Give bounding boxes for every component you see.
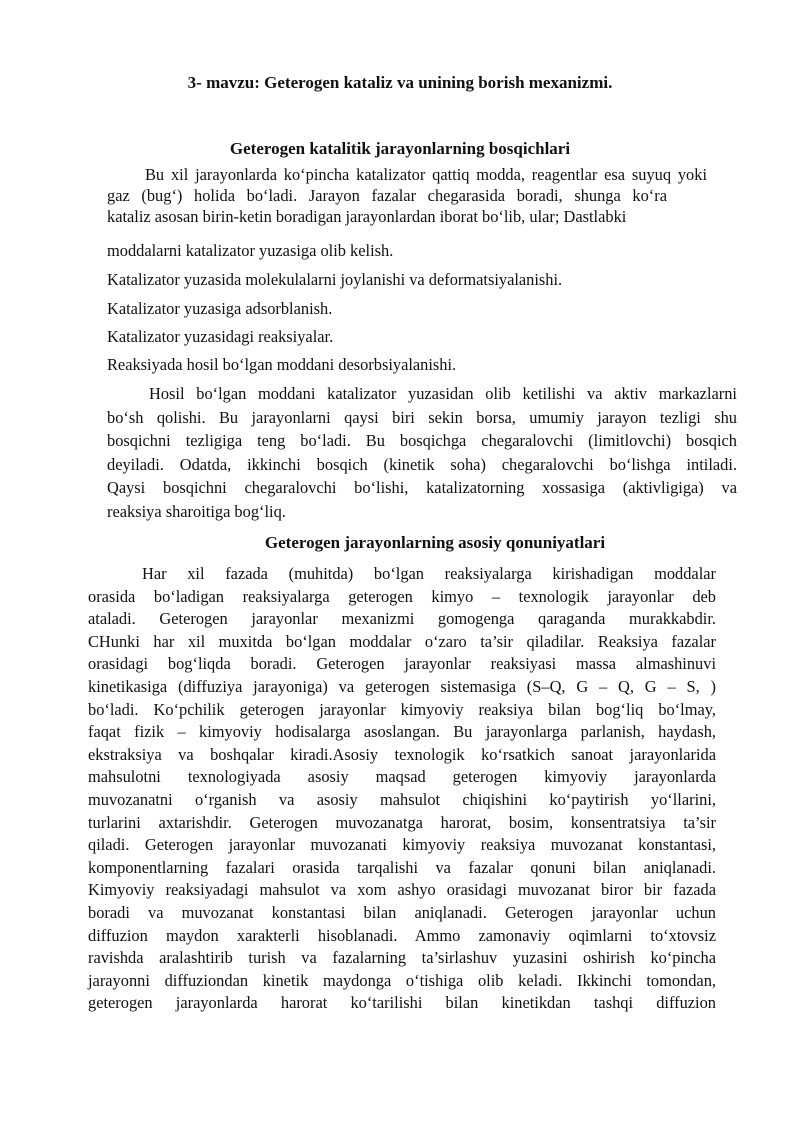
text-line: kinetikasiga (diffuziya jarayoniga) va geterogen sistemasiga (S–Q, G – Q, G – S, ) bbox=[88, 676, 716, 696]
text-line: reaksiya sharoitiga bog‘liq. bbox=[107, 501, 286, 521]
text-line: CHunki har xil muxitda bo‘lgan moddalar o‘zaro ta’sir qiladilar. Reaksiya fazalar bbox=[88, 631, 716, 651]
text-line: faqat fizik – kimyoviy hodisalarga asoslangan. Bu jarayonlarga parlanish, haydash, bbox=[88, 722, 716, 742]
text-line: muvozanatni o‘rganish va asosiy mahsulot chiqishini ko‘paytirish yo‘llarini, bbox=[88, 789, 716, 809]
intro-paragraph bbox=[107, 164, 707, 227]
section-heading-regularities: Geterogen jarayonlarning asosiy qonuniyatlari bbox=[264, 533, 606, 552]
text-line: Qaysi bosqichni chegaralovchi bo‘lishi, katalizatorning xossasiga (aktivligiga) va bbox=[107, 478, 737, 498]
text-line: gaz (bug‘) holida bo‘ladi. Jarayon fazalar chegarasida boradi, shunga ko‘ra bbox=[107, 186, 667, 205]
text-line: deyiladi. Odatda, ikkinchi bosqich (kinetik soha) chegaralovchi bo‘lishga intiladi. bbox=[107, 454, 737, 474]
step-item: Katalizator yuzasiga adsorblanish. bbox=[107, 299, 333, 318]
document-title: 3- mavzu: Geterogen kataliz va unining borish mexanizmi. bbox=[187, 73, 613, 92]
text-line: komponentlarning fazalari orasida tarqalishi va fazalar qonuni bilan aniqlanadi. bbox=[88, 857, 716, 877]
text-line: ataladi. Geterogen jarayonlar mexanizmi gomogenga qaraganda murakkabdir. bbox=[88, 609, 716, 629]
stages-paragraph bbox=[107, 382, 737, 524]
text-line: kataliz asosan birin-ketin boradigan jarayonlardan iborat bo‘lib, ular; Dastlabki bbox=[107, 207, 627, 226]
text-line: diffuzion maydon xarakterli hisoblanadi. Ammo zamonaviy oqimlarni to‘xtovsiz bbox=[88, 925, 716, 945]
text-line: mahsulotni texnologiyada asosiy maqsad geterogen kimyoviy jarayonlarda bbox=[88, 767, 716, 787]
step-item: Katalizator yuzasida molekulalarni joylanishi va deformatsiyalanishi. bbox=[107, 270, 563, 289]
section-heading-stages: Geterogen katalitik jarayonlarning bosqichlari bbox=[229, 139, 571, 158]
text-line: qiladi. Geterogen jarayonlar muvozanati kimyoviy reaksiya muvozanat konstantasi, bbox=[88, 835, 716, 855]
regularities-paragraph bbox=[88, 563, 716, 1015]
text-line: Hosil bo‘lgan moddani katalizator yuzasidan olib ketilishi va aktiv markazlarni bbox=[149, 384, 737, 403]
text-line: turlarini axtarishdir. Geterogen muvozanatga harorat, bosim, konsentratsiya ta’sir bbox=[88, 812, 716, 832]
text-line: orasida bo‘ladigan reaksiyalarga geterogen kimyo – texnologik jarayonlar deb bbox=[88, 586, 716, 606]
step-item: Reaksiyada hosil bo‘lgan moddani desorbsiyalanishi. bbox=[107, 355, 457, 374]
text-line: Har xil fazada (muhitda) bo‘lgan reaksiyalarga kirishadigan moddalar bbox=[142, 564, 716, 583]
text-line: bosqichni tezligiga teng bo‘ladi. Bu bosqichga chegaralovchi (limitlovchi) bosqich bbox=[107, 431, 737, 451]
text-line: boradi va muvozanat konstantasi bilan aniqlanadi. Geterogen jarayonlar uchun bbox=[88, 902, 716, 922]
text-line: ekstraksiya va boshqalar kiradi.Asosiy texnologik ko‘rsatkich sanoat jarayonlarida bbox=[88, 744, 716, 764]
text-line: bo‘ladi. Ko‘pchilik geterogen jarayonlar kimyoviy reaksiya bilan bog‘liq bo‘lmay, bbox=[88, 699, 716, 719]
text-line: Bu xil jarayonlarda ko‘pincha katalizator qattiq modda, reagentlar esa suyuq yoki bbox=[145, 165, 707, 184]
text-line: bo‘sh qolishi. Bu jarayonlarni qaysi biri sekin borsa, umumiy jarayon tezligi shu bbox=[107, 407, 737, 427]
intro-paragraph-last-line: moddalarni katalizator yuzasiga olib kelish. bbox=[107, 241, 394, 260]
text-line: geterogen jarayonlarda harorat ko‘tarilishi bilan kinetikdan tashqi diffuzion bbox=[88, 993, 716, 1013]
step-item: Katalizator yuzasidagi reaksiyalar. bbox=[107, 327, 334, 346]
text-line: orasidagi bog‘liqda boradi. Geterogen jarayonlar reaksiyasi massa almashinuvi bbox=[88, 654, 716, 674]
text-line: jarayonni diffuziondan kinetik maydonga o‘tishiga olib keladi. Ikkinchi tomondan, bbox=[88, 970, 716, 990]
text-line: ravishda aralashtirib turish va fazalarning ta’sirlashuv yuzasini oshirish ko‘pincha bbox=[88, 948, 716, 968]
text-line: Kimyoviy reaksiyadagi mahsulot va xom ashyo orasidagi muvozanat biror bir fazada bbox=[88, 880, 716, 900]
